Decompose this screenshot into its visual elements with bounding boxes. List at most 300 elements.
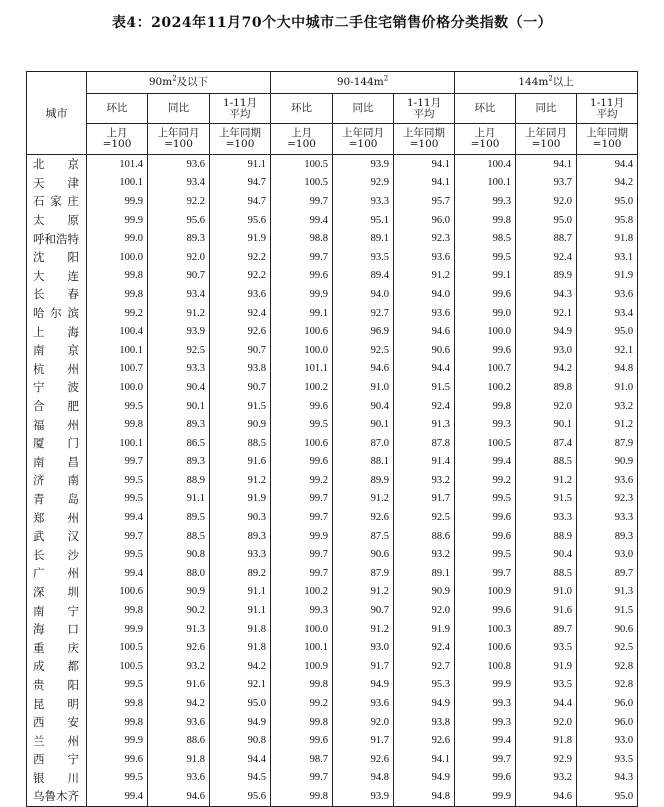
index-value-cell: 89.1 (333, 229, 394, 248)
city-name-cell: 福州 (27, 415, 87, 434)
index-value-cell: 99.2 (271, 471, 333, 490)
index-value-cell: 99.8 (87, 601, 148, 620)
index-value-cell: 99.8 (271, 713, 333, 732)
index-value-cell: 90.8 (148, 545, 210, 564)
index-value-cell: 90.9 (148, 583, 210, 602)
table-row (27, 415, 638, 434)
index-value-cell: 92.5 (148, 341, 210, 360)
index-value-cell: 91.9 (210, 490, 271, 509)
index-value-cell: 91.0 (516, 583, 577, 602)
index-value-cell: 99.6 (455, 285, 516, 304)
index-value-cell: 92.6 (148, 638, 210, 657)
index-value-cell: 95.6 (210, 787, 271, 806)
index-value-cell: 92.6 (210, 322, 271, 341)
index-value-cell: 100.6 (271, 434, 333, 453)
index-value-cell: 92.1 (210, 676, 271, 695)
index-value-cell: 92.2 (210, 248, 271, 267)
index-value-cell: 99.0 (455, 304, 516, 323)
table-row (27, 229, 638, 248)
index-value-cell: 92.2 (148, 192, 210, 211)
index-value-cell: 93.3 (210, 545, 271, 564)
index-value-cell: 99.7 (455, 750, 516, 769)
index-value-cell: 99.7 (271, 490, 333, 509)
index-value-cell: 95.0 (516, 211, 577, 230)
index-value-cell: 99.4 (87, 564, 148, 583)
index-value-cell: 93.6 (210, 285, 271, 304)
city-name-cell: 大连 (27, 267, 87, 286)
city-name-cell: 上海 (27, 322, 87, 341)
index-value-cell: 90.9 (210, 415, 271, 434)
index-value-cell: 96.9 (333, 322, 394, 341)
index-value-cell: 92.0 (516, 192, 577, 211)
index-value-cell: 99.8 (271, 787, 333, 806)
index-value-cell: 87.4 (516, 434, 577, 453)
index-value-cell: 100.9 (271, 657, 333, 676)
index-value-cell: 95.0 (577, 192, 638, 211)
index-value-cell: 93.5 (577, 750, 638, 769)
index-value-cell: 90.1 (148, 397, 210, 416)
index-value-cell: 99.4 (455, 453, 516, 472)
index-value-cell: 100.1 (455, 174, 516, 193)
index-value-cell: 99.2 (455, 471, 516, 490)
city-column-header: 城市 (27, 72, 87, 155)
index-value-cell: 95.8 (577, 211, 638, 230)
index-value-cell: 90.7 (210, 378, 271, 397)
index-value-cell: 93.2 (148, 657, 210, 676)
index-value-cell: 99.6 (455, 527, 516, 546)
city-name-cell: 昆明 (27, 694, 87, 713)
index-value-cell: 91.3 (394, 415, 455, 434)
index-value-cell: 91.9 (394, 620, 455, 639)
city-name-cell: 长春 (27, 285, 87, 304)
index-value-cell: 92.0 (516, 713, 577, 732)
city-name-cell: 海口 (27, 620, 87, 639)
table-row (27, 248, 638, 267)
index-value-cell: 94.9 (333, 676, 394, 695)
index-value-cell: 91.2 (394, 267, 455, 286)
index-value-cell: 88.5 (210, 434, 271, 453)
index-value-cell: 100.1 (87, 174, 148, 193)
index-value-cell: 90.9 (577, 453, 638, 472)
index-value-cell: 93.5 (333, 248, 394, 267)
index-value-cell: 100.0 (455, 322, 516, 341)
index-value-cell: 94.9 (516, 322, 577, 341)
index-value-cell: 99.8 (87, 713, 148, 732)
index-value-cell: 99.6 (87, 750, 148, 769)
index-value-cell: 91.9 (210, 229, 271, 248)
city-name-cell: 沈阳 (27, 248, 87, 267)
table-row (27, 341, 638, 360)
index-value-cell: 93.6 (148, 769, 210, 788)
index-value-cell: 90.9 (394, 583, 455, 602)
index-value-cell: 95.1 (333, 211, 394, 230)
table-row (27, 713, 638, 732)
city-name-cell: 武汉 (27, 527, 87, 546)
index-value-cell: 91.0 (577, 378, 638, 397)
index-value-cell: 88.1 (333, 453, 394, 472)
index-value-cell: 94.7 (210, 192, 271, 211)
index-value-cell: 99.6 (455, 508, 516, 527)
index-value-cell: 93.6 (148, 155, 210, 174)
base-header: 上月 =100 (87, 124, 148, 155)
index-value-cell: 90.8 (210, 731, 271, 750)
table-row (27, 601, 638, 620)
index-value-cell: 100.2 (271, 378, 333, 397)
index-value-cell: 99.5 (455, 545, 516, 564)
city-name-cell: 厦门 (27, 434, 87, 453)
index-value-cell: 93.4 (148, 174, 210, 193)
index-value-cell: 99.5 (87, 676, 148, 695)
index-value-cell: 98.8 (271, 229, 333, 248)
index-value-cell: 91.8 (210, 620, 271, 639)
index-value-cell: 89.4 (333, 267, 394, 286)
group-header-large: $144m^2$以上 (455, 72, 638, 94)
index-value-cell: 100.8 (455, 657, 516, 676)
index-value-cell: 91.8 (516, 731, 577, 750)
index-value-cell: 99.7 (271, 564, 333, 583)
city-name-cell: 青岛 (27, 490, 87, 509)
index-value-cell: 90.4 (148, 378, 210, 397)
table-row (27, 174, 638, 193)
table-row (27, 638, 638, 657)
index-value-cell: 91.3 (577, 583, 638, 602)
index-value-cell: 94.6 (394, 322, 455, 341)
index-value-cell: 99.7 (271, 769, 333, 788)
index-value-cell: 91.5 (210, 397, 271, 416)
index-value-cell: 87.8 (394, 434, 455, 453)
index-value-cell: 93.3 (148, 360, 210, 379)
index-value-cell: 89.3 (210, 527, 271, 546)
index-value-cell: 91.2 (516, 471, 577, 490)
metric-header: 1-11月 平均 (577, 94, 638, 124)
index-value-cell: 93.8 (394, 713, 455, 732)
index-value-cell: 93.9 (148, 322, 210, 341)
group-header-small: $90m^2$及以下 (87, 72, 271, 94)
metric-header: 环比 (271, 94, 333, 124)
index-value-cell: 99.4 (455, 731, 516, 750)
table-row (27, 378, 638, 397)
index-value-cell: 93.2 (394, 471, 455, 490)
index-value-cell: 92.6 (333, 508, 394, 527)
table-row (27, 304, 638, 323)
index-value-cell: 87.9 (577, 434, 638, 453)
index-value-cell: 90.4 (516, 545, 577, 564)
index-value-cell: 92.4 (516, 248, 577, 267)
index-value-cell: 89.1 (394, 564, 455, 583)
index-value-cell: 91.0 (333, 378, 394, 397)
index-value-cell: 99.6 (455, 769, 516, 788)
metric-header: 同比 (516, 94, 577, 124)
index-value-cell: 92.8 (577, 657, 638, 676)
index-value-cell: 100.5 (271, 155, 333, 174)
index-value-cell: 100.5 (87, 638, 148, 657)
base-header: 上年同期 =100 (210, 124, 271, 155)
index-value-cell: 100.0 (87, 248, 148, 267)
index-value-cell: 99.5 (271, 415, 333, 434)
index-value-cell: 99.8 (455, 397, 516, 416)
index-value-cell: 88.6 (148, 731, 210, 750)
table-row (27, 211, 638, 230)
index-value-cell: 89.2 (210, 564, 271, 583)
index-value-cell: 99.9 (271, 527, 333, 546)
index-value-cell: 99.4 (271, 211, 333, 230)
index-value-cell: 99.3 (455, 713, 516, 732)
city-name-cell: 深圳 (27, 583, 87, 602)
index-value-cell: 99.8 (87, 285, 148, 304)
city-name-cell: 乌鲁木齐 (27, 787, 87, 806)
index-value-cell: 91.1 (210, 601, 271, 620)
metric-header: 同比 (148, 94, 210, 124)
city-name-cell: 广州 (27, 564, 87, 583)
table-row (27, 397, 638, 416)
index-value-cell: 99.4 (87, 787, 148, 806)
index-value-cell: 91.5 (577, 601, 638, 620)
index-value-cell: 89.3 (148, 453, 210, 472)
index-value-cell: 99.6 (271, 267, 333, 286)
index-value-cell: 99.5 (455, 248, 516, 267)
city-name-cell: 西宁 (27, 750, 87, 769)
index-value-cell: 91.1 (210, 583, 271, 602)
index-value-cell: 93.0 (577, 731, 638, 750)
index-value-cell: 90.6 (333, 545, 394, 564)
index-value-cell: 94.9 (394, 694, 455, 713)
index-value-cell: 89.8 (516, 378, 577, 397)
index-value-cell: 94.3 (516, 285, 577, 304)
index-value-cell: 91.8 (210, 638, 271, 657)
index-value-cell: 94.8 (394, 787, 455, 806)
index-value-cell: 88.5 (148, 527, 210, 546)
city-name-cell: 西安 (27, 713, 87, 732)
city-name-cell: 成都 (27, 657, 87, 676)
index-value-cell: 95.3 (394, 676, 455, 695)
index-value-cell: 99.3 (455, 694, 516, 713)
base-header: 上年同期 =100 (577, 124, 638, 155)
index-value-cell: 94.8 (577, 360, 638, 379)
index-value-cell: 87.0 (333, 434, 394, 453)
base-header: 上年同月 =100 (516, 124, 577, 155)
index-value-cell: 88.0 (148, 564, 210, 583)
index-value-cell: 91.1 (210, 155, 271, 174)
table-row (27, 360, 638, 379)
index-value-cell: 99.7 (87, 453, 148, 472)
city-name-cell: 南昌 (27, 453, 87, 472)
index-value-cell: 93.6 (577, 285, 638, 304)
index-value-cell: 99.3 (455, 192, 516, 211)
index-value-cell: 91.2 (210, 471, 271, 490)
index-value-cell: 91.7 (333, 731, 394, 750)
index-value-cell: 90.7 (210, 341, 271, 360)
city-name-cell: 石家庄 (27, 192, 87, 211)
table-row (27, 527, 638, 546)
index-value-cell: 88.7 (516, 229, 577, 248)
table-row (27, 564, 638, 583)
index-value-cell: 99.1 (271, 304, 333, 323)
index-value-cell: 89.3 (148, 415, 210, 434)
index-value-cell: 94.6 (516, 787, 577, 806)
index-value-cell: 93.4 (148, 285, 210, 304)
city-name-cell: 南京 (27, 341, 87, 360)
index-value-cell: 88.5 (516, 453, 577, 472)
metric-header: 环比 (87, 94, 148, 124)
index-value-cell: 94.7 (210, 174, 271, 193)
table-row (27, 583, 638, 602)
index-value-cell: 92.3 (577, 490, 638, 509)
city-name-cell: 太原 (27, 211, 87, 230)
index-value-cell: 99.6 (455, 341, 516, 360)
index-value-cell: 100.1 (271, 638, 333, 657)
index-value-cell: 99.8 (455, 211, 516, 230)
index-value-cell: 91.9 (577, 267, 638, 286)
index-value-cell: 100.4 (455, 155, 516, 174)
index-value-cell: 93.3 (333, 192, 394, 211)
index-value-cell: 91.2 (577, 415, 638, 434)
index-value-cell: 93.2 (516, 769, 577, 788)
index-value-cell: 91.7 (394, 490, 455, 509)
city-name-cell: 杭州 (27, 360, 87, 379)
index-value-cell: 94.4 (577, 155, 638, 174)
city-name-cell: 长沙 (27, 545, 87, 564)
index-value-cell: 87.9 (333, 564, 394, 583)
index-value-cell: 93.6 (333, 694, 394, 713)
base-header: 上年同月 =100 (148, 124, 210, 155)
index-value-cell: 87.5 (333, 527, 394, 546)
index-value-cell: 100.6 (87, 583, 148, 602)
index-value-cell: 89.3 (577, 527, 638, 546)
index-value-cell: 94.2 (516, 360, 577, 379)
index-value-cell: 89.9 (516, 267, 577, 286)
index-value-cell: 92.9 (516, 750, 577, 769)
index-value-cell: 93.6 (394, 304, 455, 323)
metric-header: 环比 (455, 94, 516, 124)
index-value-cell: 99.9 (87, 731, 148, 750)
table-row (27, 657, 638, 676)
index-value-cell: 92.1 (516, 304, 577, 323)
index-value-cell: 99.9 (87, 211, 148, 230)
index-value-cell: 94.8 (333, 769, 394, 788)
index-value-cell: 94.0 (394, 285, 455, 304)
index-value-cell: 92.8 (577, 676, 638, 695)
index-value-cell: 92.5 (394, 508, 455, 527)
index-value-cell: 92.0 (516, 397, 577, 416)
index-value-cell: 88.5 (516, 564, 577, 583)
index-value-cell: 94.2 (577, 174, 638, 193)
index-value-cell: 100.2 (271, 583, 333, 602)
index-value-cell: 91.3 (148, 620, 210, 639)
index-value-cell: 91.6 (148, 676, 210, 695)
index-value-cell: 94.2 (210, 657, 271, 676)
index-value-cell: 96.0 (577, 713, 638, 732)
index-value-cell: 93.8 (210, 360, 271, 379)
index-value-cell: 91.9 (516, 657, 577, 676)
index-value-cell: 95.6 (148, 211, 210, 230)
city-name-cell: 天津 (27, 174, 87, 193)
index-value-cell: 90.7 (333, 601, 394, 620)
index-value-cell: 93.6 (394, 248, 455, 267)
table-row (27, 434, 638, 453)
index-value-cell: 96.0 (577, 694, 638, 713)
index-value-cell: 100.7 (455, 360, 516, 379)
index-value-cell: 92.0 (148, 248, 210, 267)
index-value-cell: 91.2 (148, 304, 210, 323)
index-value-cell: 89.9 (333, 471, 394, 490)
index-value-cell: 99.7 (271, 248, 333, 267)
index-value-cell: 91.4 (394, 453, 455, 472)
index-value-cell: 92.5 (333, 341, 394, 360)
index-value-cell: 100.2 (455, 378, 516, 397)
base-header: 上年同月 =100 (333, 124, 394, 155)
table-row (27, 787, 638, 806)
index-value-cell: 91.6 (210, 453, 271, 472)
city-name-cell: 合肥 (27, 397, 87, 416)
table-row (27, 285, 638, 304)
table-row (27, 694, 638, 713)
city-name-cell: 哈尔滨 (27, 304, 87, 323)
index-value-cell: 93.6 (148, 713, 210, 732)
city-name-cell: 南宁 (27, 601, 87, 620)
index-value-cell: 99.9 (271, 285, 333, 304)
index-value-cell: 100.1 (87, 341, 148, 360)
index-value-cell: 100.5 (455, 434, 516, 453)
index-value-cell: 99.4 (87, 508, 148, 527)
index-value-cell: 99.6 (271, 731, 333, 750)
city-name-cell: 重庆 (27, 638, 87, 657)
index-value-cell: 101.4 (87, 155, 148, 174)
index-value-cell: 99.1 (455, 267, 516, 286)
index-value-cell: 99.9 (87, 620, 148, 639)
index-value-cell: 93.3 (516, 508, 577, 527)
index-value-cell: 92.0 (333, 713, 394, 732)
index-value-cell: 92.5 (577, 638, 638, 657)
index-value-cell: 98.5 (455, 229, 516, 248)
index-value-cell: 99.6 (455, 601, 516, 620)
index-value-cell: 94.4 (516, 694, 577, 713)
index-value-cell: 92.7 (333, 304, 394, 323)
index-value-cell: 93.1 (577, 248, 638, 267)
index-value-cell: 99.7 (271, 545, 333, 564)
table-row (27, 750, 638, 769)
table-row (27, 155, 638, 174)
index-value-cell: 94.3 (577, 769, 638, 788)
index-value-cell: 95.6 (210, 211, 271, 230)
metric-header: 同比 (333, 94, 394, 124)
index-value-cell: 100.0 (271, 620, 333, 639)
index-value-cell: 93.3 (577, 508, 638, 527)
index-value-cell: 100.5 (271, 174, 333, 193)
index-value-cell: 100.6 (455, 638, 516, 657)
table-row (27, 620, 638, 639)
table-row (27, 322, 638, 341)
index-value-cell: 86.5 (148, 434, 210, 453)
city-name-cell: 银川 (27, 769, 87, 788)
table-row (27, 192, 638, 211)
index-value-cell: 93.9 (333, 155, 394, 174)
index-value-cell: 99.9 (455, 787, 516, 806)
index-value-cell: 99.0 (87, 229, 148, 248)
index-value-cell: 92.4 (394, 397, 455, 416)
index-value-cell: 90.2 (148, 601, 210, 620)
city-name-cell: 兰州 (27, 731, 87, 750)
group-header-medium: $90-144m^2$ (271, 72, 455, 94)
index-value-cell: 99.6 (271, 453, 333, 472)
index-value-cell: 94.6 (148, 787, 210, 806)
table-row (27, 471, 638, 490)
index-value-cell: 92.3 (394, 229, 455, 248)
index-value-cell: 93.0 (516, 341, 577, 360)
index-value-cell: 94.1 (394, 174, 455, 193)
metric-header: 1-11月 平均 (210, 94, 271, 124)
city-name-cell: 贵阳 (27, 676, 87, 695)
table-row (27, 545, 638, 564)
